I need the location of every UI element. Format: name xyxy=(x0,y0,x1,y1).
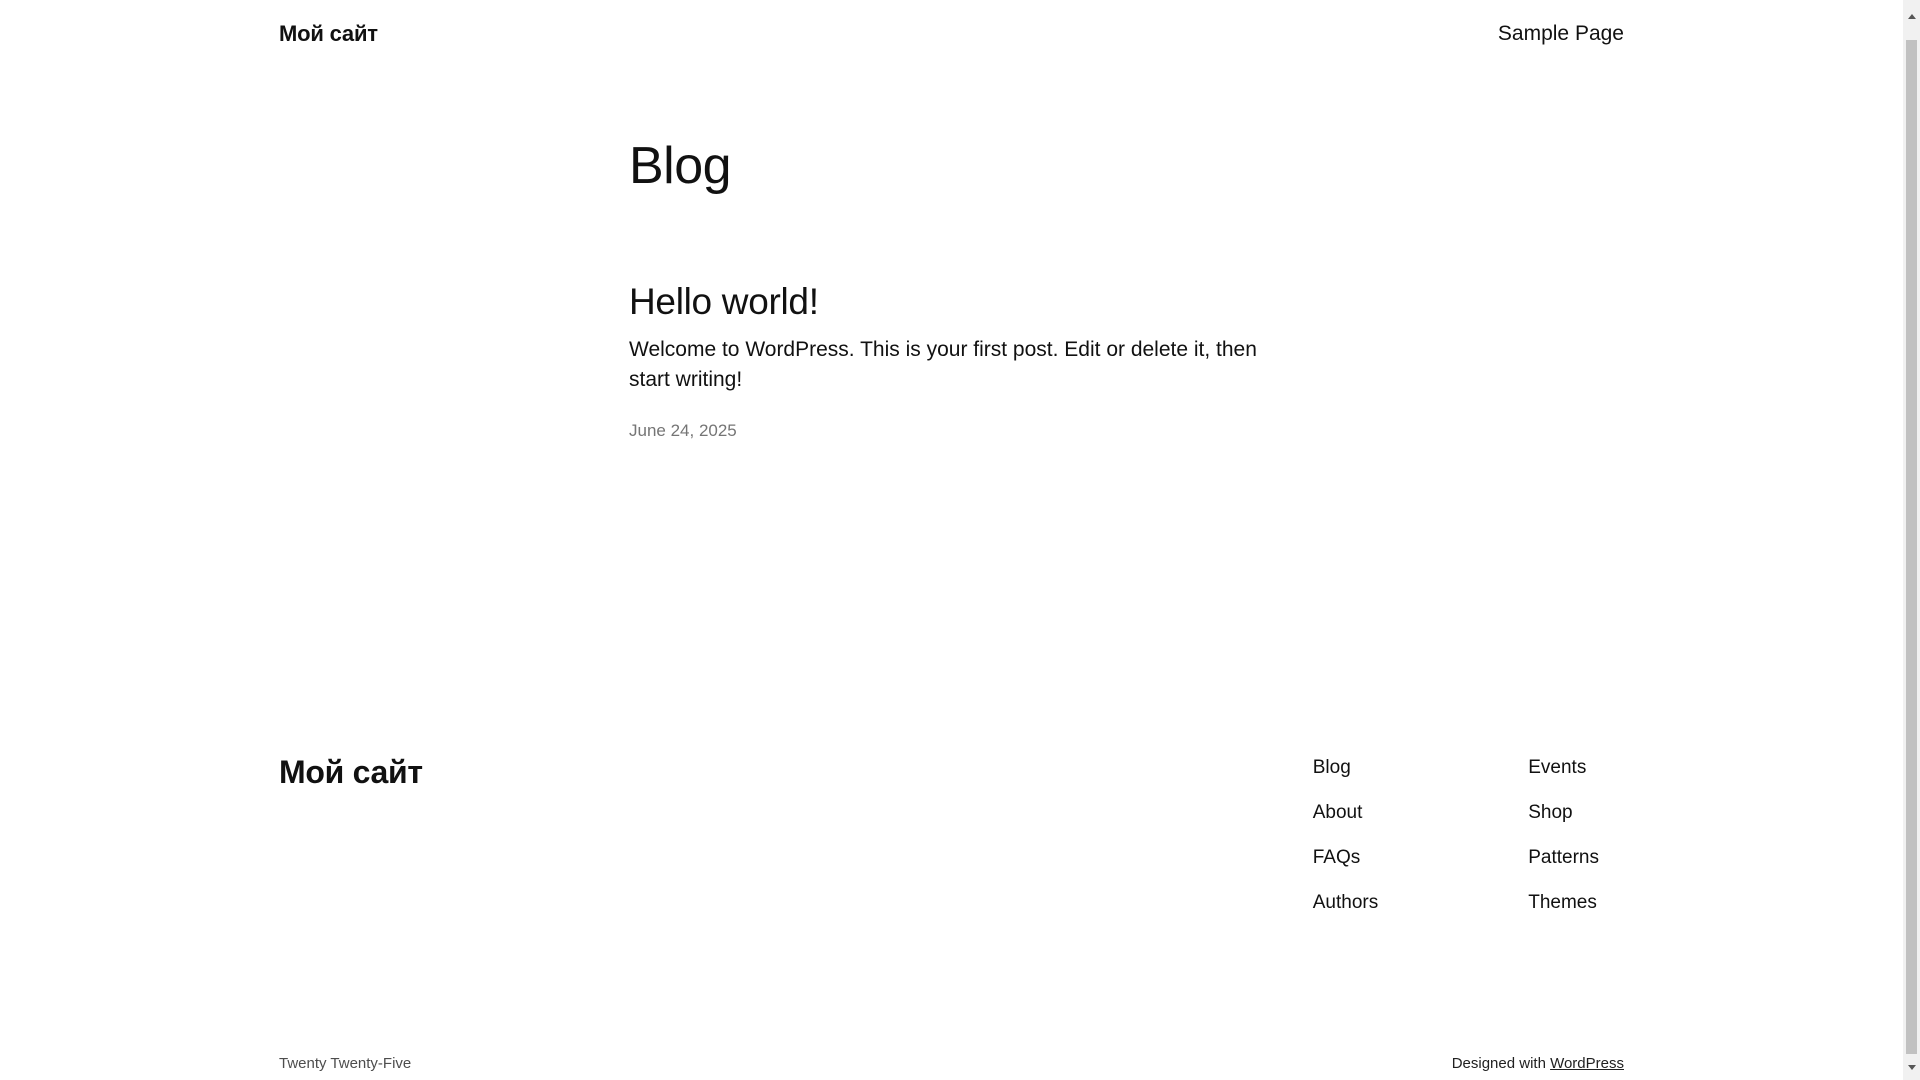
wordpress-link[interactable]: WordPress xyxy=(1550,1055,1624,1073)
list-item xyxy=(1313,889,1378,917)
site-header xyxy=(279,0,1624,68)
post-title-link[interactable]: Hello world! xyxy=(629,281,819,322)
scroll-down-icon xyxy=(1908,1065,1916,1070)
nav-item-sample-page[interactable]: Sample Page xyxy=(1497,22,1624,45)
scrollbar-down-button[interactable] xyxy=(1903,1059,1920,1076)
footer-link-blog[interactable]: Blog xyxy=(1312,757,1351,779)
scrollbar-up-button[interactable] xyxy=(1903,8,1920,25)
designed-with-text: Designed with xyxy=(1451,1055,1546,1073)
list-item xyxy=(1528,754,1599,782)
theme-name: Twenty Twenty-Five xyxy=(279,1055,412,1073)
post-date: June 24, 2025 xyxy=(629,421,737,441)
footer-link-about[interactable]: About xyxy=(1312,802,1363,824)
list-item xyxy=(1313,799,1378,827)
list-item xyxy=(1528,844,1599,872)
site-footer xyxy=(279,754,1624,934)
designed-with xyxy=(1452,1054,1624,1074)
vertical-scrollbar[interactable] xyxy=(1903,0,1920,1080)
footer-nav-column-2 xyxy=(1528,754,1599,934)
footer-link-patterns[interactable]: Patterns xyxy=(1528,847,1599,869)
list-item xyxy=(1528,799,1599,827)
page-title: Blog xyxy=(629,137,732,195)
site-title-link[interactable]: Мой сайт xyxy=(279,21,378,46)
footer-site-title: Мой сайт xyxy=(279,754,423,791)
scroll-up-icon xyxy=(1908,14,1916,19)
footer-credits xyxy=(279,1054,1624,1074)
footer-nav-column-1 xyxy=(1313,754,1378,934)
footer-nav xyxy=(1313,754,1624,934)
post-item xyxy=(629,199,1274,442)
list-item xyxy=(1528,889,1599,917)
footer-link-events[interactable]: Events xyxy=(1528,757,1587,779)
scrollbar-thumb[interactable] xyxy=(1906,40,1917,1054)
post-excerpt: Welcome to WordPress. This is your first post. Edit or delete it, then start writing! xyxy=(629,338,1257,391)
list-item xyxy=(1313,754,1378,782)
footer-link-themes[interactable]: Themes xyxy=(1528,892,1597,914)
header-nav xyxy=(1498,22,1624,46)
footer-link-faqs[interactable]: FAQs xyxy=(1312,847,1361,869)
footer-link-authors[interactable]: Authors xyxy=(1312,892,1379,914)
list-item xyxy=(1313,844,1378,872)
footer-link-shop[interactable]: Shop xyxy=(1528,802,1573,824)
main-content xyxy=(629,134,1274,442)
